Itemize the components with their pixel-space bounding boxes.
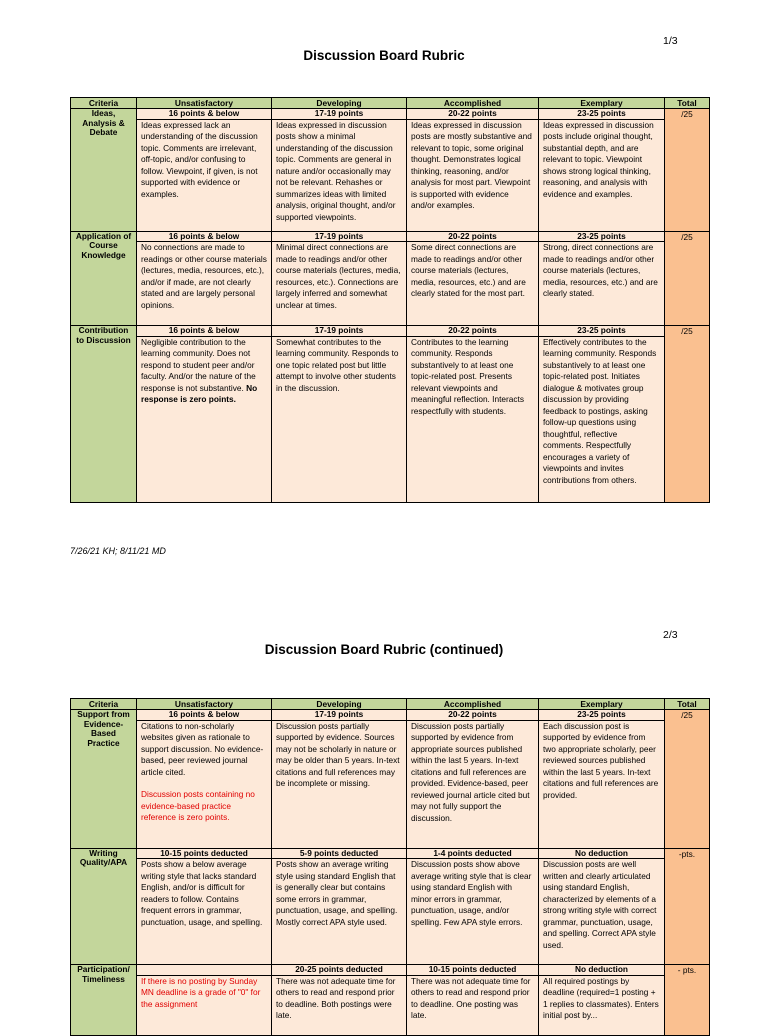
header-exemplary: Exemplary [539,699,665,710]
description-cell: There was not adequate time for others to read and respond prior to deadline. Both postings were late. [272,975,407,1035]
page-number: 1/3 [663,35,678,47]
points-label: 17-19 points [272,710,407,721]
points-label: 16 points & below [137,231,272,242]
page-title: Discussion Board Rubric [303,48,465,63]
description-cell: All required postings by deadline (required=1 posting + 1 replies to classmates). Enters initial post by... [539,975,665,1035]
page-number: 2/3 [663,629,678,641]
total-score: -pts. [665,848,710,965]
description-text: Negligible contribution to the learning community. Does not respond to student peer and/or faculty. And/or the nature of the response is not substantive. [141,336,256,393]
points-row [71,710,710,721]
description-cell: Discussion posts partially supported by evidence from appropriate sources published within the last 5 years. In-text citations and full references are provided. Evidence-based, peer reviewed journal article cited but may not fully support the discussion. [407,720,539,848]
description-cell: Somewhat contributes to the learning community. Responds to one topic related post but little attempt to involve other students in the discussion. [272,336,407,502]
description-cell: Some direct connections are made to readings and/or other course materials (lectures, media, resources, etc.) and are clearly stated for the most part. [407,242,539,326]
points-row [71,231,710,242]
description-cell: There was not adequate time for others to read and respond prior to deadline. One posting was late. [407,975,539,1035]
points-label: 1-4 points deducted [407,848,539,859]
points-label: 16 points & below [137,109,272,120]
header-criteria: Criteria [71,699,137,710]
description-cell: Each discussion post is supported by evidence from two appropriate scholarly, peer reviewed sources published within the last 5 years. In-text citations and full references are provided. [539,720,665,848]
total-score: /25 [665,710,710,849]
description-cell: Strong, direct connections are made to readings and/or other course materials (lectures, media, resources, etc.) and are clearly stated. [539,242,665,326]
points-row [71,109,710,120]
footer-note: 7/26/21 KH; 8/11/21 MD [70,546,166,556]
header-unsatisfactory: Unsatisfactory [137,98,272,109]
description-cell: Discussion posts are well written and clearly articulated using standard English, characterized by elements of a strong writing style with correct grammar, punctuation, usage, and spelling. Correct APA style used. [539,859,665,965]
description-row [71,975,710,1035]
description-cell [137,720,272,848]
description-cell: Contributes to the learning community. Responds substantively to at least one topic-related post. Presents relevant viewpoints and meaningful reflection. Interacts respectfully with students. [407,336,539,502]
criteria-label: Application of Course Knowledge [71,231,137,326]
total-score: /25 [665,326,710,503]
points-label: 20-22 points [407,710,539,721]
points-label: 16 points & below [137,710,272,721]
header-accomplished: Accomplished [407,699,539,710]
description-text: Citations to non-scholarly websites given as rationale to support discussion. No evidence-based, peer reviewed journal article cited. [141,720,264,777]
points-row [71,326,710,337]
description-cell: Ideas expressed in discussion posts include original thought, substantial depth, and are relevant to topic. Viewpoint shows strong logical thinking, reasoning, and analysis with evidence and examples. [539,119,665,231]
description-cell: Posts show an average writing style using standard English that is generally clear but contains some errors in grammar, punctuation, usage, and spelling. Mostly correct APA style used. [272,859,407,965]
description-cell [137,336,272,502]
header-accomplished: Accomplished [407,98,539,109]
description-row [71,859,710,965]
header-row [71,98,710,109]
points-label: 20-25 points deducted [272,965,407,976]
criteria-label: Writing Quality/APA [71,848,137,965]
description-cell: No connections are made to readings or other course materials (lectures, media, resources, etc.), and/or if made, are not clearly stated and are largely personal opinions. [137,242,272,326]
points-label: 10-15 points deducted [137,848,272,859]
description-row [71,720,710,848]
description-row [71,336,710,502]
header-criteria: Criteria [71,98,137,109]
description-cell: Discussion posts show above average writing style that is clear using standard English with minor errors in grammar, punctuation, usage, and/or spelling. Few APA style errors. [407,859,539,965]
zero-points-warning: Discussion posts containing no evidence-based practice reference is zero points. [141,789,255,822]
points-label: 17-19 points [272,231,407,242]
description-cell: If there is no posting by Sunday MN deadline is a grade of "0" for the assignment [137,975,272,1035]
total-score: /25 [665,231,710,326]
description-row [71,242,710,326]
criteria-label: Support from Evidence-Based Practice [71,710,137,849]
points-row [71,965,710,976]
points-label [137,965,272,976]
points-label: 10-15 points deducted [407,965,539,976]
points-label: 20-22 points [407,109,539,120]
criteria-label: Participation/ Timeliness [71,965,137,1036]
header-total: Total [665,98,710,109]
zero-points-note: No response is zero points. [141,382,258,404]
total-score: /25 [665,109,710,232]
points-label: 20-22 points [407,231,539,242]
header-unsatisfactory: Unsatisfactory [137,699,272,710]
header-developing: Developing [272,699,407,710]
header-developing: Developing [272,98,407,109]
description-cell: Effectively contributes to the learning community. Responds substantively to at least one topic-related post. Initiates dialogue & motivates group discussion by providing feedback to postings, asking follow-up questions using thoughtful, reflective comments. Respectfully encourages a variety of viewpoints and invites contributions from others. [539,336,665,502]
points-label: 16 points & below [137,326,272,337]
points-label: 23-25 points [539,710,665,721]
points-label: 23-25 points [539,231,665,242]
description-cell: Ideas expressed in discussion posts are mostly substantive and relevant to topic, some original thought. Demonstrates logical thinking, reasoning, and/or analysis for most part. Viewpoint is supported with evidence and/or examples. [407,119,539,231]
points-label: 17-19 points [272,326,407,337]
rubric-table [70,698,710,1036]
description-cell: Discussion posts partially supported by evidence. Sources may not be scholarly in nature or may be older than 5 years. In-text citations and full references may be incomplete or missing. [272,720,407,848]
description-cell: Ideas expressed lack an understanding of the discussion topic. Comments are irrelevant, off-topic, and/or confusing to follow. Viewpoint, if given, is not supported with evidence or examples. [137,119,272,231]
criteria-label: Ideas, Analysis & Debate [71,109,137,232]
description-row [71,119,710,231]
points-label: No deduction [539,965,665,976]
points-row [71,848,710,859]
page-title: Discussion Board Rubric (continued) [264,642,504,657]
header-exemplary: Exemplary [539,98,665,109]
header-row [71,699,710,710]
points-label: 23-25 points [539,109,665,120]
rubric-table [70,97,710,503]
points-label: 23-25 points [539,326,665,337]
description-cell: Ideas expressed in discussion posts show a minimal understanding of the discussion topic. Comments are general in nature and/or occasionally may not be relevant. Rehashes or summarizes ideas with limited analysis, original thought, and/or supported viewpoints. [272,119,407,231]
header-total: Total [665,699,710,710]
points-label: No deduction [539,848,665,859]
description-cell: Minimal direct connections are made to readings and/or other course materials (lectures, media, resources, etc.). Connections are largely inferred and somewhat unclear at times. [272,242,407,326]
points-label: 20-22 points [407,326,539,337]
points-label: 5-9 points deducted [272,848,407,859]
criteria-label: Contribution to Discussion [71,326,137,503]
total-score: - pts. [665,965,710,1036]
points-label: 17-19 points [272,109,407,120]
description-cell: Posts show a below average writing style that lacks standard English, and/or is difficult for readers to follow. Contains frequent errors in grammar, punctuation, usage, and spelling. [137,859,272,965]
